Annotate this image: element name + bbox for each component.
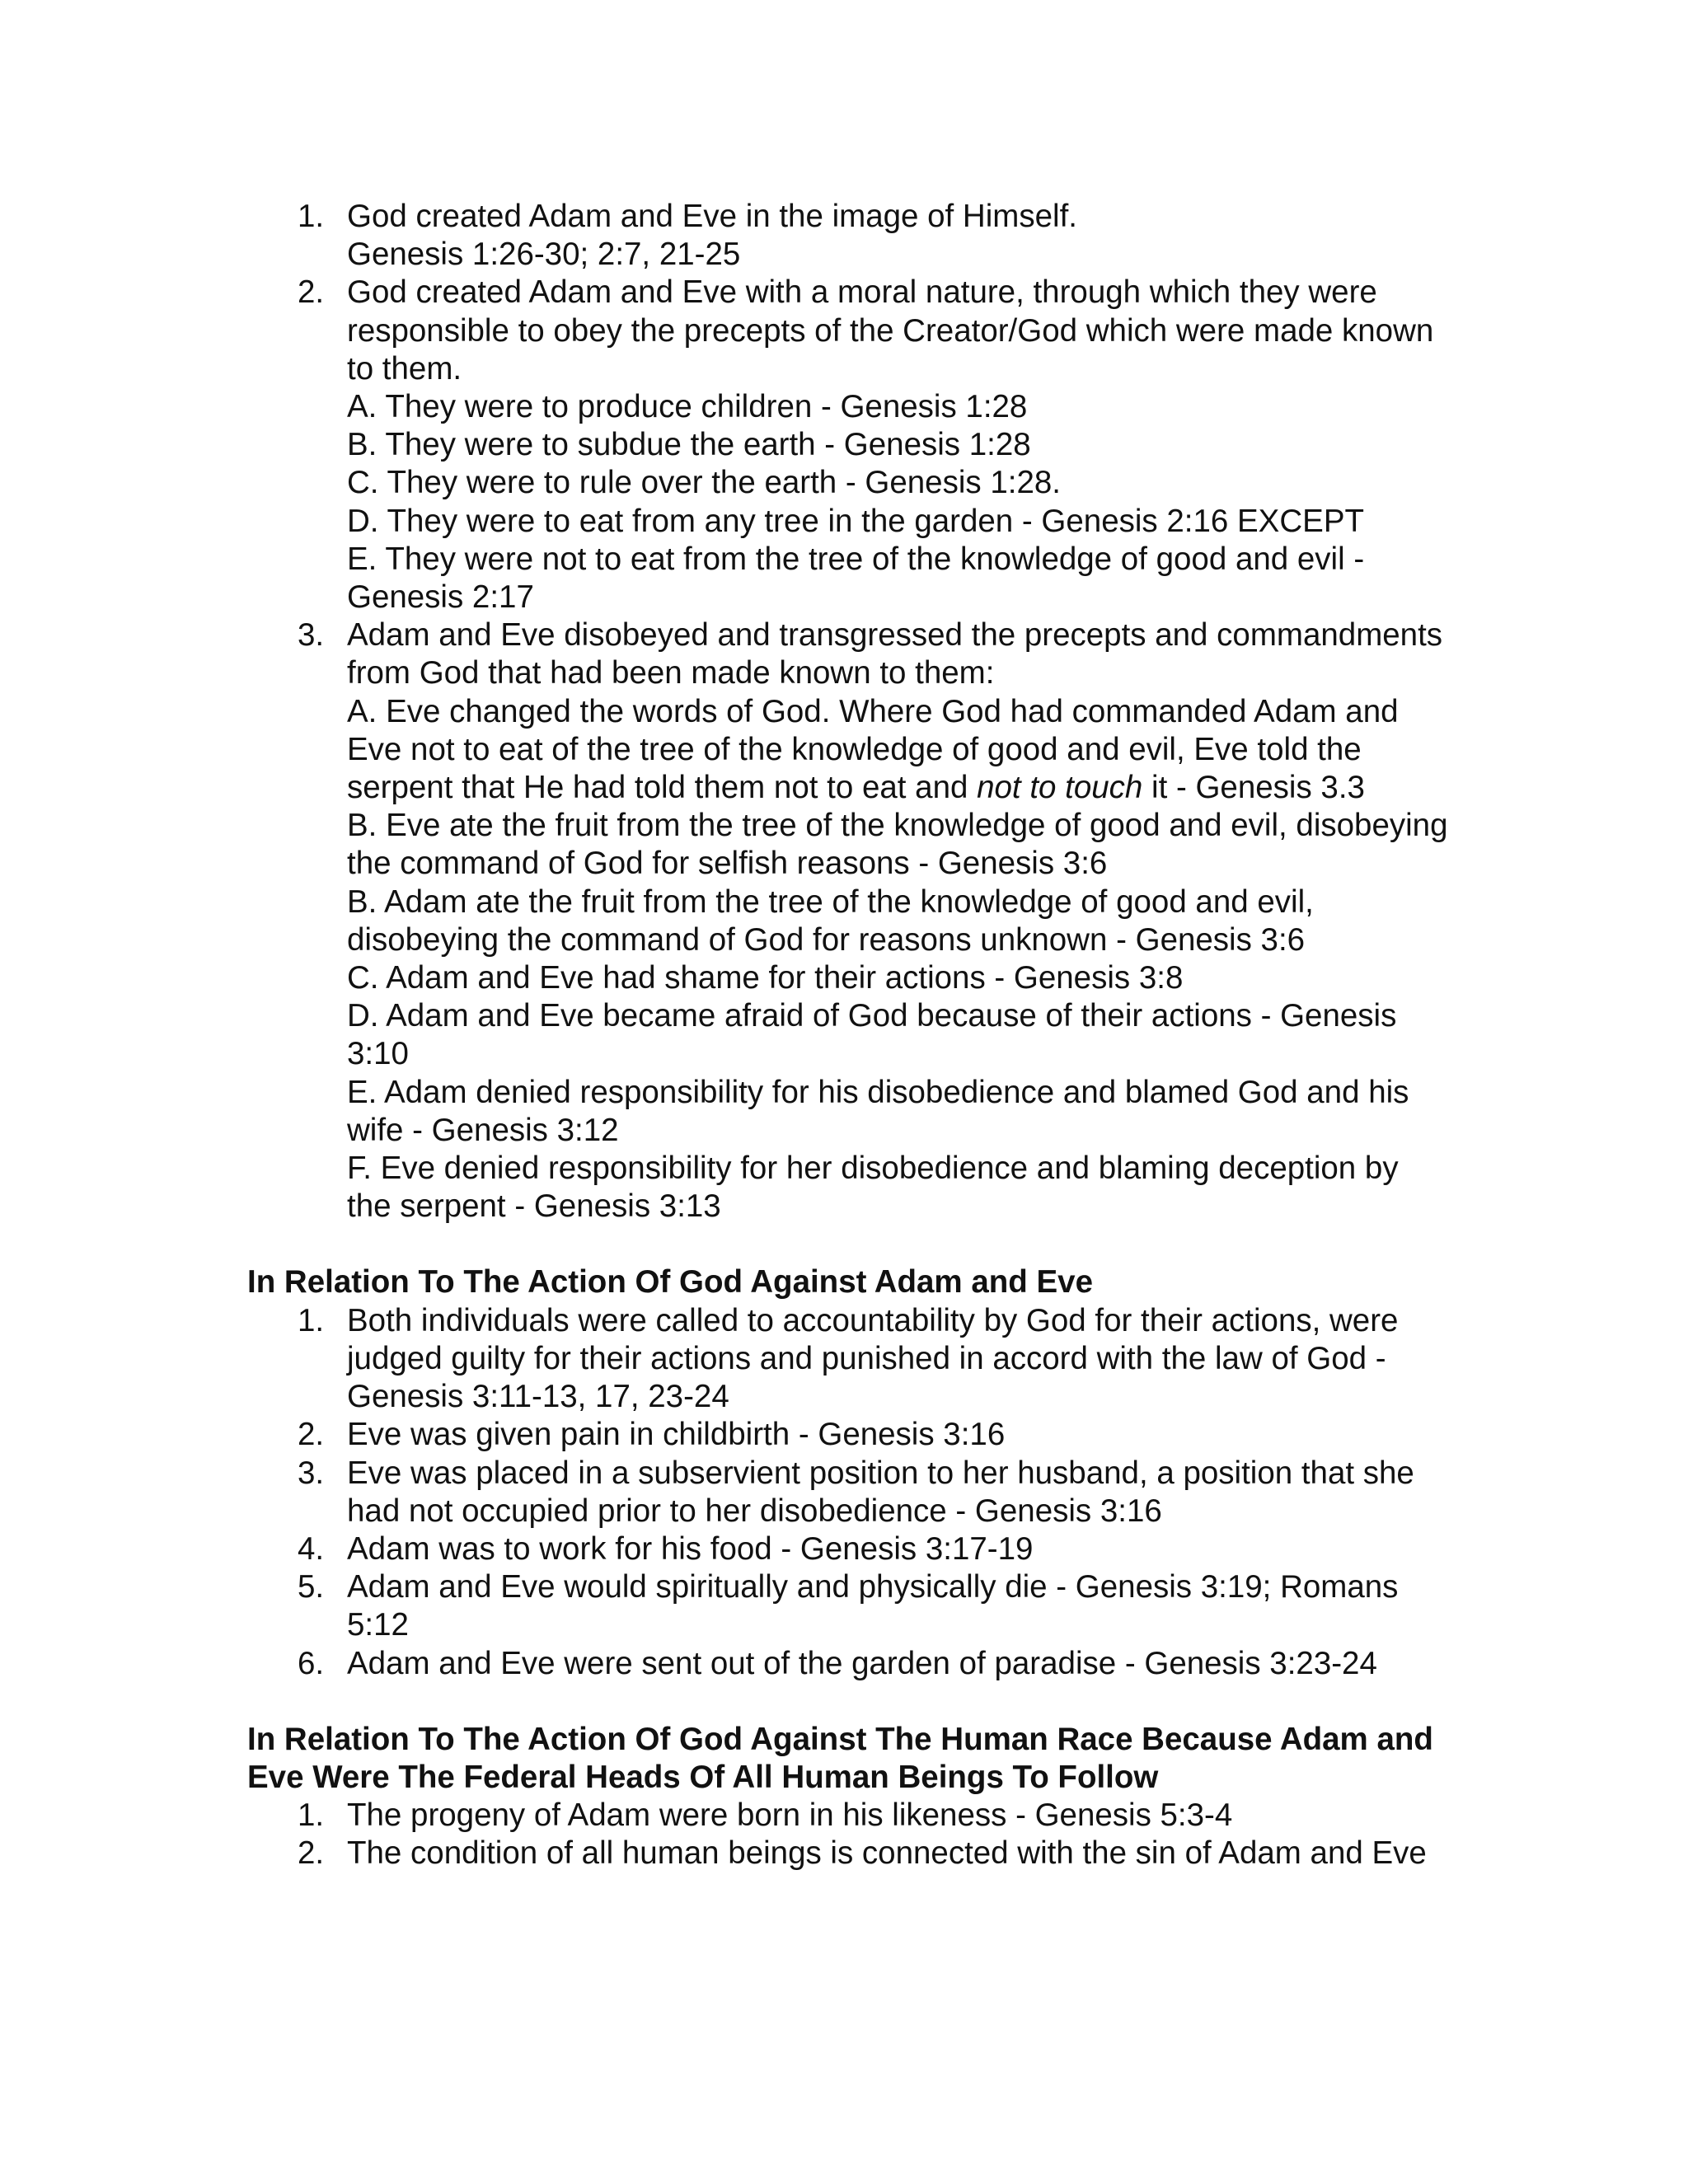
list-item-text: Eve was placed in a subservient position to her husband, a position that she had not occupied prior to her disobedience - Genesis 3:16 (347, 1455, 1414, 1529)
list-item-text: Adam and Eve disobeyed and transgressed the precepts and commandments from God that had been made known to them: (347, 617, 1443, 691)
list-item-text: Adam and Eve would spiritually and physically die - Genesis 3:19; Romans 5:12 (347, 1569, 1399, 1643)
sub-point: F. Eve denied responsibility for her disobedience and blaming deception by the serpent - Genesis 3:13 (347, 1151, 1399, 1225)
scripture-reference: Genesis 1:26-30; 2:7, 21-25 (347, 237, 741, 273)
sub-point (347, 693, 1451, 808)
sub-point-text: A. Eve changed the words of God. Where God had commanded Adam and Eve not to eat of the tree of the knowledge of good and evil, Eve told the serpent that He had told them not to eat and (347, 693, 1399, 806)
list-number: 3. (298, 617, 325, 654)
list-item-text: The progeny of Adam were born in his likeness - Genesis 5:3-4 (347, 1797, 1233, 1834)
list-item-text: Adam and Eve were sent out of the garden of paradise - Genesis 3:23-24 (347, 1645, 1377, 1681)
section-heading: In Relation To The Action Of God Against Adam and Eve (247, 1264, 1094, 1301)
sub-point: B. Eve ate the fruit from the tree of the knowledge of good and evil, disobeying the command of God for selfish reasons - Genesis 3:6 (347, 808, 1448, 882)
sub-point: E. They were not to eat from the tree of the knowledge of good and evil - Genesis 2:17 (347, 541, 1365, 616)
list-number: 1. (298, 199, 325, 234)
list-item (247, 1645, 1451, 1683)
sub-point: C. Adam and Eve had shame for their actions - Genesis 3:8 (347, 960, 1184, 996)
document-body (247, 198, 1451, 1873)
list-number: 2. (298, 1417, 325, 1453)
list-item-text: God created Adam and Eve in the image of Himself. (347, 199, 1077, 234)
list-item (247, 1416, 1451, 1454)
human-race-list (247, 1797, 1451, 1872)
list-item-text: The condition of all human beings is connected with the sin of Adam and Eve (347, 1835, 1427, 1872)
list-item (247, 1835, 1451, 1872)
list-item (247, 1455, 1451, 1530)
sub-point: D. Adam and Eve became afraid of God because of their actions - Genesis 3:10 (347, 998, 1397, 1072)
sub-point: A. They were to produce children - Genesis 1:28 (347, 389, 1028, 425)
sub-point: D. They were to eat from any tree in the garden - Genesis 2:16 EXCEPT (347, 503, 1365, 539)
list-number: 3. (298, 1455, 325, 1491)
list-item-text: Eve was given pain in childbirth - Genesis 3:16 (347, 1417, 1006, 1453)
list-item (247, 1302, 1451, 1417)
list-item (247, 1797, 1451, 1835)
list-item-text: God created Adam and Eve with a moral nature, through which they were responsible to obey the precepts of the Creator/God which were made known to them. (347, 274, 1434, 387)
list-number: 5. (298, 1569, 325, 1605)
list-number: 2. (298, 274, 325, 311)
list-number: 6. (298, 1645, 325, 1681)
sub-point-text: it - Genesis 3.3 (1142, 770, 1365, 806)
sub-point: E. Adam denied responsibility for his disobedience and blamed God and his wife - Genesis 3:12 (347, 1074, 1409, 1148)
list-number: 1. (298, 1302, 325, 1338)
list-number: 4. (298, 1530, 325, 1567)
sub-point: C. They were to rule over the earth - Genesis 1:28. (347, 465, 1061, 501)
section-heading: In Relation To The Action Of God Against The Human Race Because Adam and Eve Were The Federal Heads Of All Human Beings To Follow (247, 1721, 1433, 1795)
list-item-text: Both individuals were called to accountability by God for their actions, were judged guilty for their actions and punished in accord with the law of God - Genesis 3:11-13, 17, 23-24 (347, 1302, 1399, 1415)
list-item (247, 616, 1451, 1226)
list-item (247, 274, 1451, 616)
list-number: 1. (298, 1797, 325, 1834)
list-item (247, 1568, 1451, 1644)
creation-list (247, 198, 1451, 1226)
emphasis-text: not to touch (977, 770, 1143, 806)
judgment-list (247, 1302, 1451, 1683)
list-number: 2. (298, 1835, 325, 1872)
sub-point: B. They were to subdue the earth - Genesis 1:28 (347, 427, 1031, 463)
list-item (247, 198, 1451, 274)
list-item (247, 1530, 1451, 1568)
list-item-text: Adam was to work for his food - Genesis 3:17-19 (347, 1530, 1034, 1567)
sub-point: B. Adam ate the fruit from the tree of the knowledge of good and evil, disobeying the command of God for reasons unknown - Genesis 3:6 (347, 883, 1314, 958)
